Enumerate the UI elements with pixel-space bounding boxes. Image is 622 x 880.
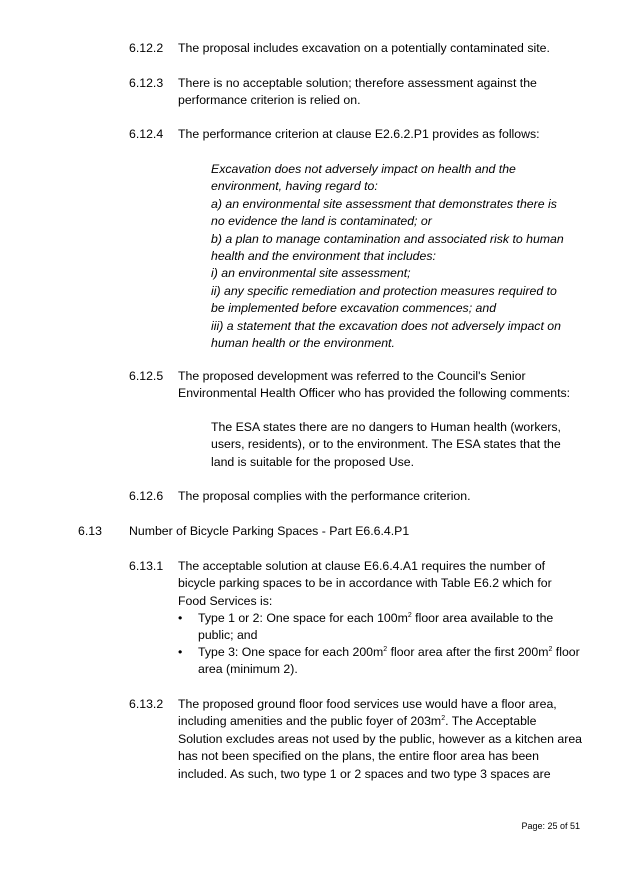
clause-text: The proposal complies with the performance criterion. xyxy=(178,489,471,503)
page-number: Page: 25 of 51 xyxy=(521,821,580,831)
clause-number: 6.12.2 xyxy=(129,41,164,55)
clause-number: 6.13.2 xyxy=(129,697,164,711)
clause-number: 6.12.5 xyxy=(129,369,164,383)
clause-number: 6.12.3 xyxy=(129,76,164,90)
list-item: Type 3: One space for each $200m^2$ floor area after the first $200m^2$ floor area (minimum 2). xyxy=(198,645,580,677)
clause-text: The proposed ground floor food services use would have a floor area, including amenities and the public foyer of $203m^2$. The Acceptable Solution excludes areas not used by the public, however as a kitchen area has not been specified on the plans, the entire floor area has been included. As such, two type 1 or 2 spaces and two type 3 spaces are xyxy=(178,697,582,781)
officer-comment: The ESA states there are no dangers to Human health (workers, users, residents), or to the environment. The ESA states that the land is suitable for the proposed Use. xyxy=(211,420,561,469)
bullet-icon: • xyxy=(178,645,183,659)
section-title: Number of Bicycle Parking Spaces - Part E6.6.4.P1 xyxy=(129,524,410,538)
clause-text: The proposed development was referred to the Council's Senior Environmental Health Officer who has provided the following comments: xyxy=(178,369,571,401)
clause-text: The proposal includes excavation on a potentially contaminated site. xyxy=(178,41,550,55)
clause-number: 6.12.4 xyxy=(129,127,164,141)
clause-number: 6.13.1 xyxy=(129,559,164,573)
section-number: 6.13 xyxy=(78,524,102,538)
bullet-icon: • xyxy=(178,611,183,625)
clause-text: The performance criterion at clause E2.6.2.P1 provides as follows: xyxy=(178,127,540,141)
clause-text: There is no acceptable solution; therefore assessment against the performance criterion is relied on. xyxy=(178,76,537,108)
clause-number: 6.12.6 xyxy=(129,489,164,503)
criterion-quote: Excavation does not adversely impact on health and the environment, having regard to: a) an environmental site assessment that demonstrates there is no evidence the land is contaminated; or b) a plan to manage contamination and associated risk to human health and the environment that includes: i) an environmental site assessment; ii) any specific remediation and protection measures required to be implemented before excavation commences; and iii) a statement that the excavation does not adversely impact on human health or the environment. xyxy=(211,162,564,351)
clause-text: The acceptable solution at clause E6.6.4.A1 requires the number of bicycle parking spaces to be in accordance with Table E6.2 which for Food Services is: xyxy=(178,559,552,608)
list-item: Type 1 or 2: One space for each $100m^2$ floor area available to the public; and xyxy=(198,611,554,643)
